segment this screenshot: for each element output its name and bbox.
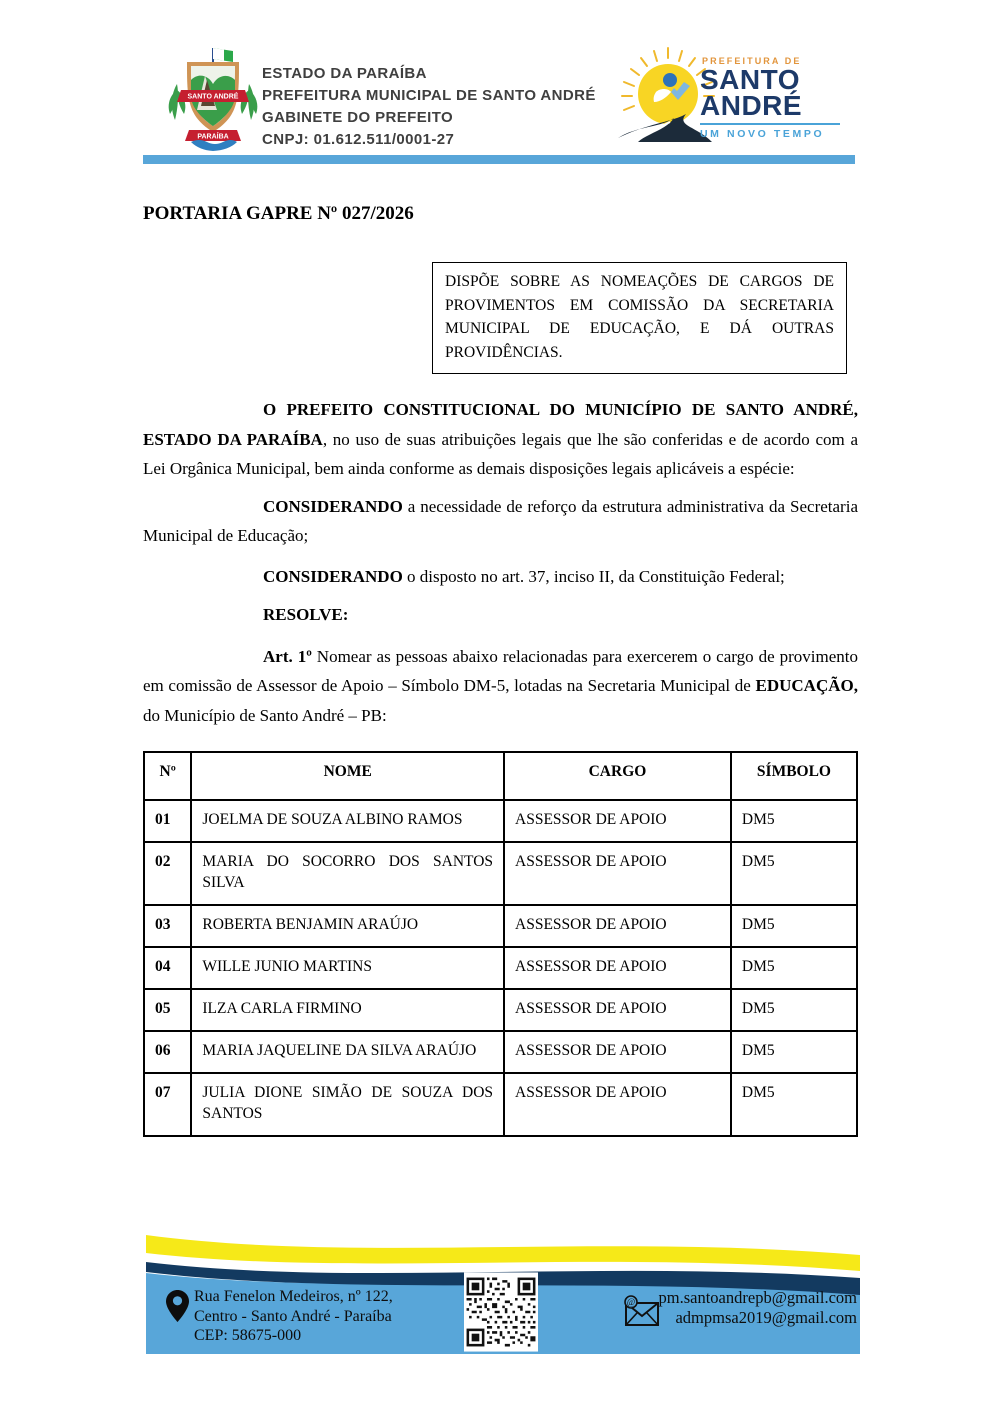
ementa-box: DISPÕE SOBRE AS NOMEAÇÕES DE CARGOS DE PROVIMENTOS EM COMISSÃO DA SECRETARIA MUNICIPAL DE EDUCAÇÃO, E DÁ OUTRAS PROVIDÊNCIAS. — [432, 262, 847, 374]
qr-code — [464, 1271, 538, 1353]
document-body — [143, 203, 858, 1137]
table-row: 06 MARIA JAQUELINE DA SILVA ARAÚJO ASSESSOR DE APOIO DM5 — [144, 1031, 857, 1073]
org-line-gabinete: GABINETE DO PREFEITO — [262, 109, 454, 126]
considerando-1-text: a necessidade de reforço da estrutura administrativa da Secretaria Municipal de Educação; — [143, 496, 858, 545]
preamble-rest: , no uso de suas atribuições legais que lhe são conferidas e de acordo com a Lei Orgânica Municipal, bem ainda conforme as demais disposições legais aplicáveis a espécie: — [143, 429, 858, 478]
considerando-1-label: CONSIDERANDO — [263, 496, 403, 516]
table-header-row — [144, 752, 857, 800]
logo-tagline: UM NOVO TEMPO — [700, 123, 840, 140]
logo-city-name-2: ANDRÉ — [700, 90, 803, 121]
col-header-role: CARGO — [504, 752, 731, 800]
table-row: 04 WILLE JUNIO MARTINS ASSESSOR DE APOIO DM5 — [144, 947, 857, 989]
considerando-2-paragraph — [143, 562, 858, 592]
email-line-1: pm.santoandrepb@gmail.com — [658, 1288, 857, 1307]
table-row: 02 MARIA DO SOCORRO DOS SANTOS SILVA ASSESSOR DE APOIO DM5 — [144, 842, 857, 905]
location-pin-icon — [166, 1290, 189, 1322]
footer-emails — [651, 1288, 857, 1327]
preamble-paragraph — [143, 395, 858, 484]
table-row: 07 JULIA DIONE SIMÃO DE SOUZA DOS SANTOS ASSESSOR DE APOIO DM5 — [144, 1073, 857, 1136]
footer — [146, 1233, 860, 1355]
address-line-1: Rua Fenelon Medeiros, nº 122, — [194, 1288, 393, 1305]
at-symbol: @ — [626, 1297, 636, 1307]
header-divider — [143, 155, 855, 164]
email-line-2: admpmsa2019@gmail.com — [675, 1307, 857, 1327]
col-header-name: NOME — [191, 752, 504, 800]
crest-ribbon-text: PARAÍBA — [197, 133, 229, 141]
preamble-bold: O PREFEITO CONSTITUCIONAL DO MUNICÍPIO DE SANTO ANDRÉ, ESTADO DA PARAÍBA — [143, 400, 858, 449]
nomination-table — [143, 751, 858, 1137]
table-row: 03 ROBERTA BENJAMIN ARAÚJO ASSESSOR DE APOIO DM5 — [144, 905, 857, 947]
page-title: PORTARIA GAPRE Nº 027/2026 — [143, 203, 414, 224]
col-header-symbol: SÍMBOLO — [731, 752, 857, 800]
org-line-state: ESTADO DA PARAÍBA — [262, 65, 427, 82]
address-line-2: Centro - Santo André - Paraíba — [194, 1307, 392, 1325]
org-line-cnpj: CNPJ: 01.612.511/0001-27 — [262, 131, 455, 148]
table-row: 05 ILZA CARLA FIRMINO ASSESSOR DE APOIO DM5 — [144, 989, 857, 1031]
considerando-2-label: CONSIDERANDO — [263, 566, 403, 586]
article-1-label: Art. 1º — [263, 646, 312, 666]
considerando-2-text: o disposto no art. 37, inciso II, da Constituição Federal; — [402, 566, 785, 586]
logo-city-name-1: SANTO — [700, 64, 800, 95]
org-line-prefeitura: PREFEITURA MUNICIPAL DE SANTO ANDRÉ — [262, 87, 596, 104]
municipal-coat-of-arms-icon — [167, 46, 259, 152]
address-line-3: CEP: 58675-000 — [194, 1327, 302, 1344]
article-1-paragraph: Art. 1º Nomear as pessoas abaixo relacionadas para exercerem o cargo de provimento em comissão de Assessor de Apoio – Símbolo DM-5, lotadas na Secretaria Municipal de EDUCAÇÃO, do Município de Santo André – PB: — [143, 646, 858, 725]
table-row: 01 JOELMA DE SOUZA ALBINO RAMOS ASSESSOR DE APOIO DM5 — [144, 800, 857, 842]
header-org-block — [262, 63, 596, 151]
resolve-line: RESOLVE: — [263, 605, 349, 624]
col-header-num: Nº — [144, 752, 191, 800]
city-logo — [616, 40, 846, 150]
footer-address — [194, 1287, 393, 1346]
considerando-1-paragraph — [143, 492, 858, 551]
crest-banner-text: SANTO ANDRÉ — [187, 93, 239, 101]
logo-prefeitura-de: PREFEITURA DE — [702, 56, 802, 66]
article-1-bold-educacao: EDUCAÇÃO, — [755, 676, 858, 695]
